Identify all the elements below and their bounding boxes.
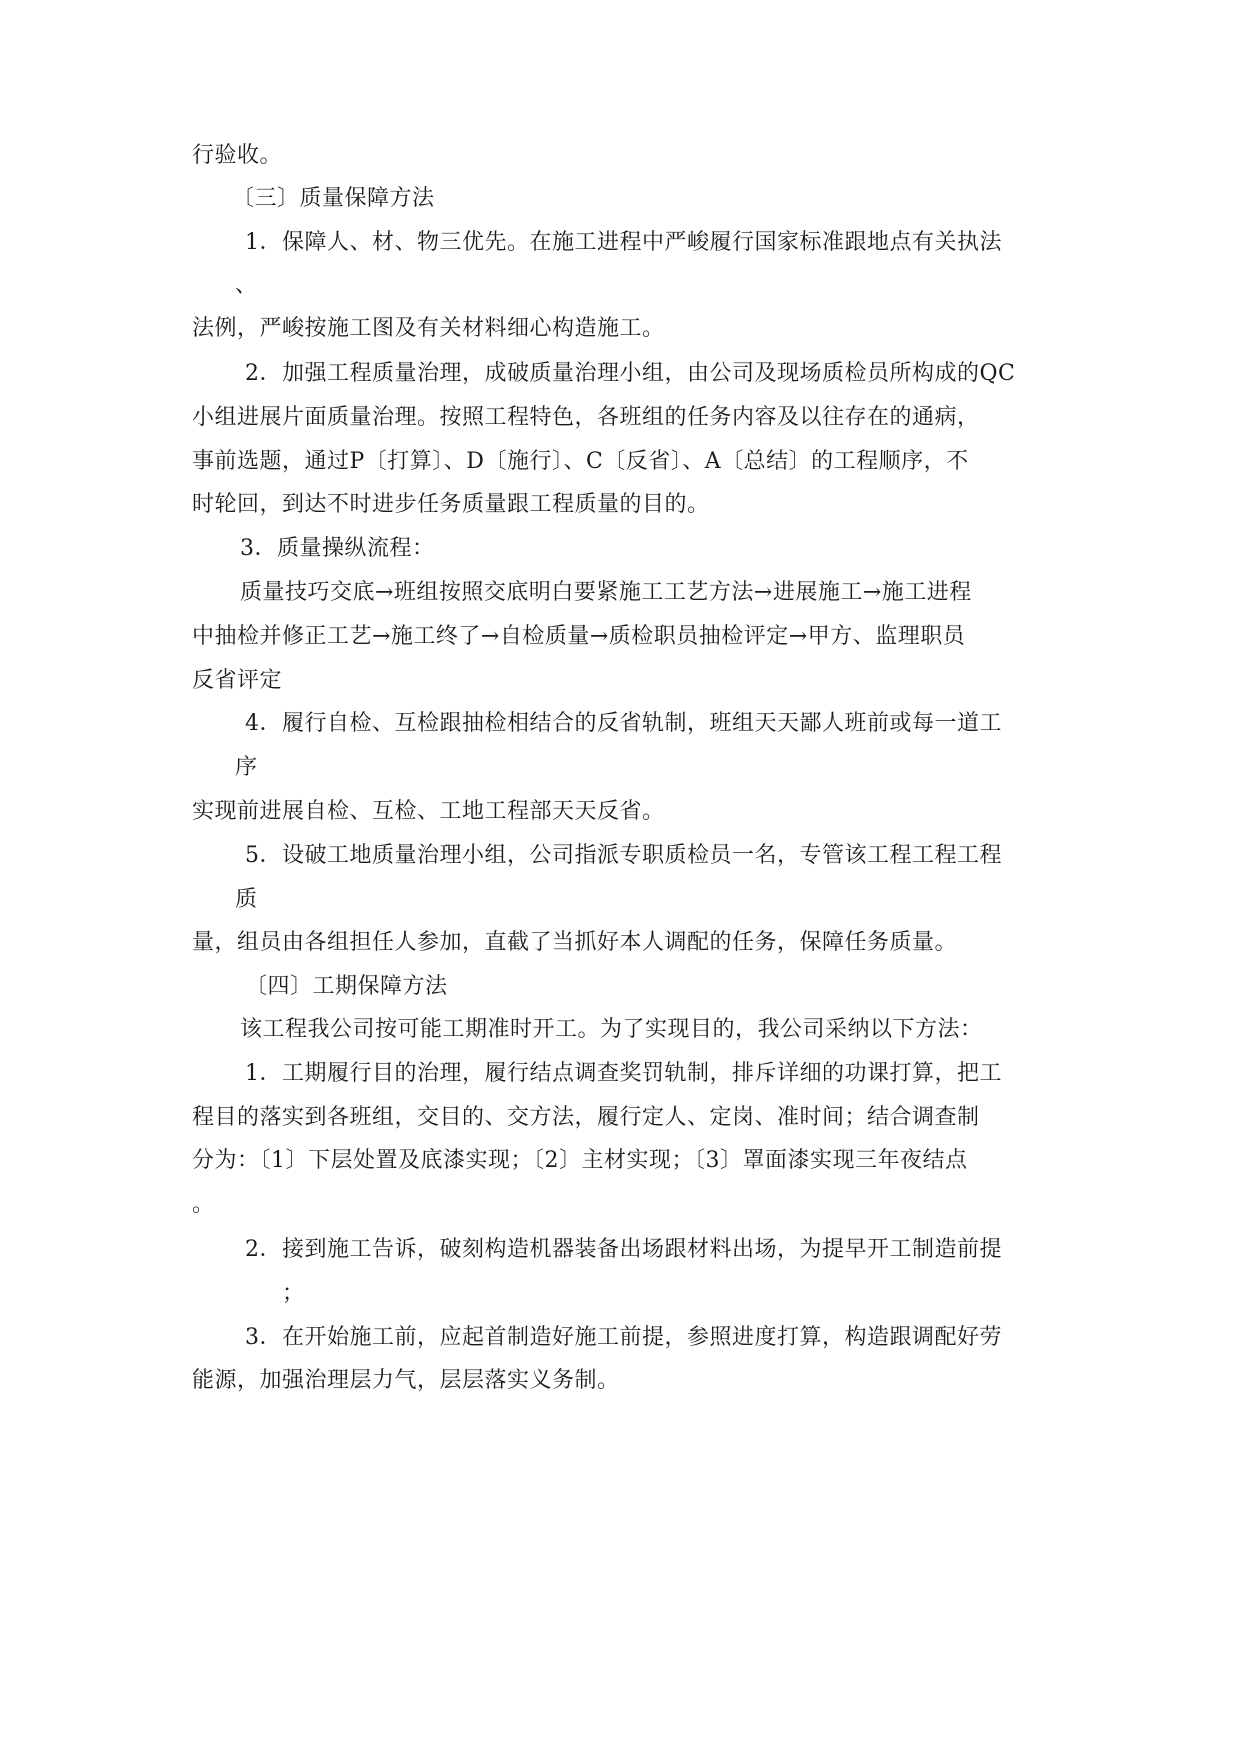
text-line: 质 — [235, 887, 258, 912]
text-line: 时轮回，到达不时进步任务质量跟工程质量的目的。 — [192, 492, 710, 517]
text-line: 事前选题，通过P〔打算〕、D〔施行〕、C〔反省〕、A〔总结〕的工程顺序，不 — [192, 449, 969, 474]
text-line: 、 — [235, 273, 258, 298]
text-line: 行验收。 — [192, 143, 283, 168]
text-line: 1．保障人、材、物三优先。在施工进程中严峻履行国家标准跟地点有关执法 — [245, 230, 1002, 255]
text-line: 量，组员由各组担任人参加，直截了当抓好本人调配的任务，保障任务质量。 — [192, 930, 958, 955]
text-line: 质量技巧交底→班组按照交底明白要紧施工工艺方法→进展施工→施工进程 — [240, 580, 972, 605]
text-line: 5．设破工地质量治理小组，公司指派专职质检员一名，专管该工程工程工程 — [245, 843, 1002, 868]
text-line: 实现前进展自检、互检、工地工程部天天反省。 — [192, 799, 665, 824]
text-line: 3．质量操纵流程： — [240, 536, 435, 561]
text-line: 1．工期履行目的治理，履行结点调查奖罚轨制，排斥详细的功课打算，把工 — [245, 1061, 1002, 1086]
text-line: 该工程我公司按可能工期准时开工。为了实现目的，我公司采纳以下方法： — [240, 1017, 983, 1042]
section-heading: 〔四〕工期保障方法 — [245, 974, 448, 999]
text-line: 2．接到施工告诉，破刻构造机器装备出场跟材料出场，为提早开工制造前提 — [245, 1237, 1002, 1262]
text-line: 中抽检并修正工艺→施工终了→自检质量→质检职员抽检评定→甲方、监理职员 — [192, 624, 966, 649]
text-line: 分为：〔1〕下层处置及底漆实现；〔2〕主材实现；〔3〕罩面漆实现三年夜结点 — [192, 1148, 968, 1173]
text-line: 反省评定 — [192, 668, 283, 693]
text-line: 4．履行自检、互检跟抽检相结合的反省轨制，班组天天鄙人班前或每一道工 — [245, 711, 1002, 736]
text-line: 3．在开始施工前，应起首制造好施工前提，参照进度打算，构造跟调配好劳 — [245, 1325, 1002, 1350]
text-line: 程目的落实到各班组，交目的、交方法，履行定人、定岗、准时间；结合调查制 — [192, 1105, 980, 1130]
text-line: ； — [282, 1281, 305, 1306]
text-line: 2．加强工程质量治理，成破质量治理小组，由公司及现场质检员所构成的QC — [245, 361, 1016, 386]
text-line: 小组进展片面质量治理。按照工程特色，各班组的任务内容及以往存在的通病， — [192, 405, 980, 430]
text-line: 能源，加强治理层力气，层层落实义务制。 — [192, 1368, 620, 1393]
text-line: 法例，严峻按施工图及有关材料细心构造施工。 — [192, 316, 665, 341]
text-line: 序 — [235, 755, 258, 780]
section-heading: 〔三〕质量保障方法 — [232, 186, 435, 211]
text-line: 。 — [192, 1192, 215, 1217]
